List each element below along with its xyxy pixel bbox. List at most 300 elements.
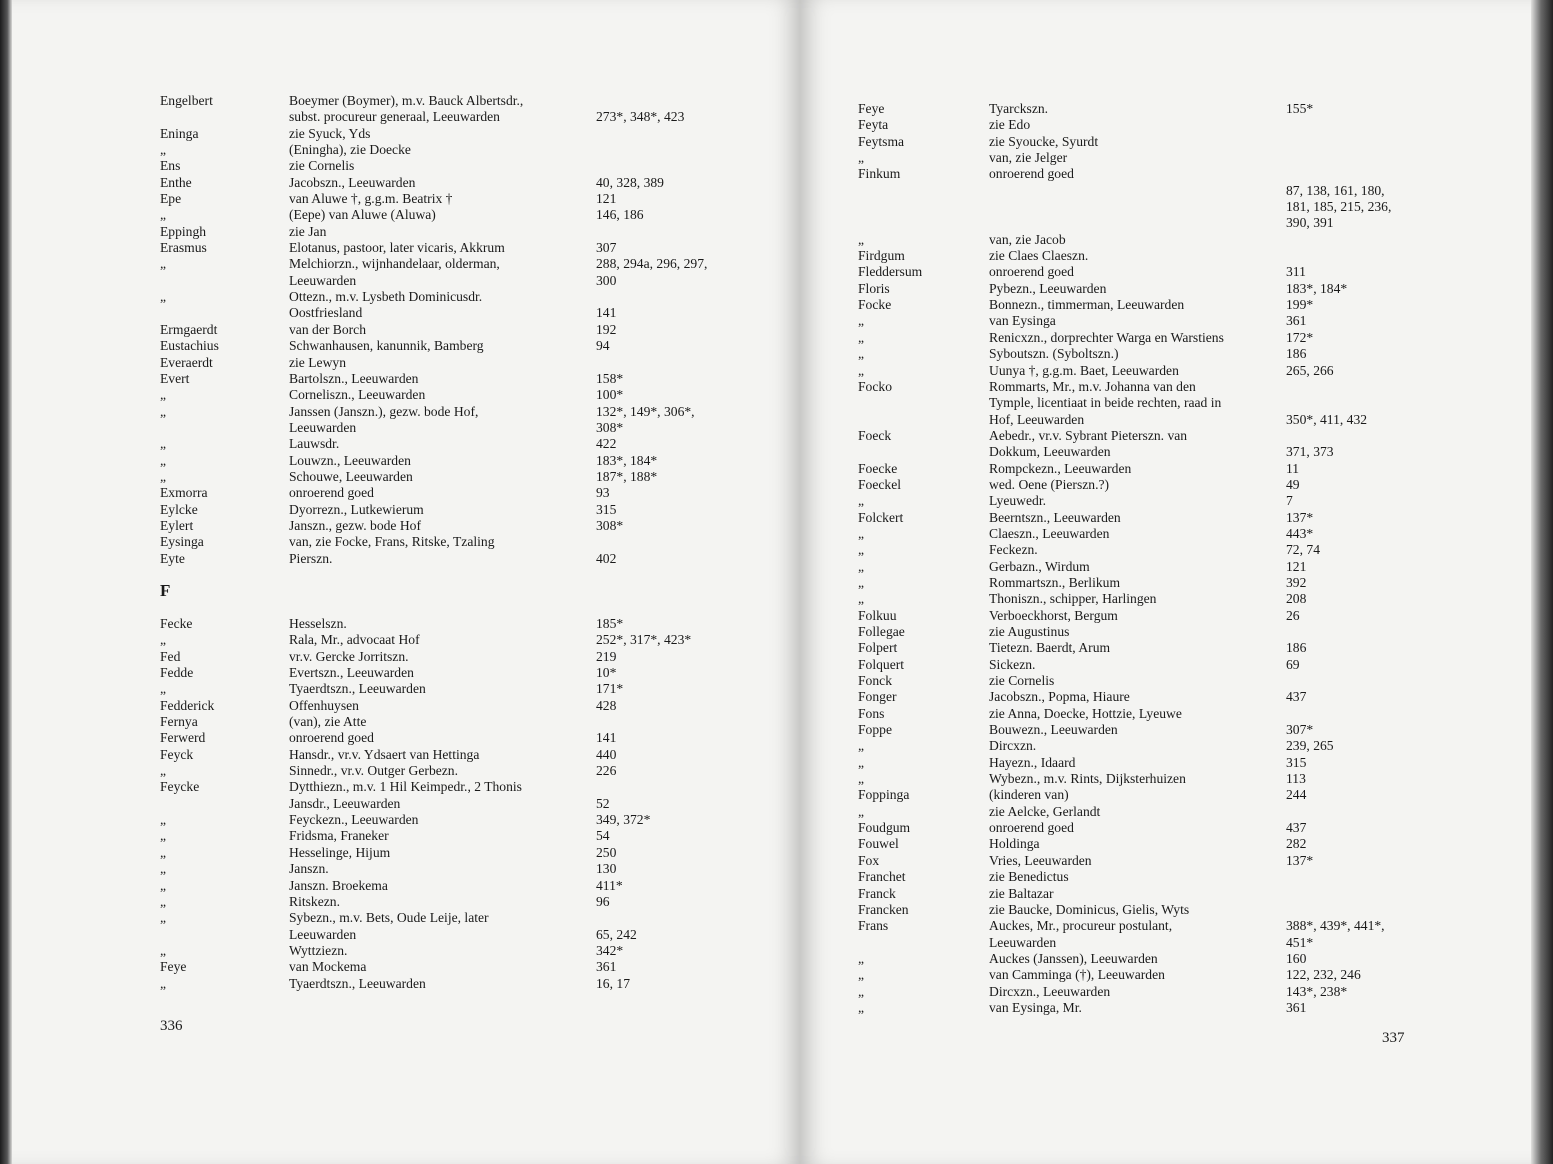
entry-description: zie Edo (989, 117, 1031, 133)
index-entry (160, 273, 780, 289)
entry-references: 239, 265 (1286, 738, 1334, 754)
index-entry (160, 730, 780, 746)
entry-name: „ (160, 942, 167, 958)
index-entry (858, 689, 1498, 705)
entry-name: Fonck (858, 673, 892, 689)
entry-name: Feytsma (858, 133, 905, 149)
index-entry (858, 215, 1498, 231)
page-number-right: 337 (1382, 1030, 1405, 1046)
entry-references: 349, 372* (596, 812, 651, 828)
entry-name: „ (858, 542, 865, 558)
entry-description: Fridsma, Franeker (289, 828, 389, 844)
entry-references: 186 (1286, 346, 1307, 362)
entry-name: Feye (160, 959, 187, 975)
blank-line (160, 600, 780, 616)
index-entry (858, 657, 1498, 673)
index-entry (160, 698, 780, 714)
index-entry (160, 632, 780, 648)
entry-references: 308* (596, 419, 624, 435)
entry-name: Foudgum (858, 820, 911, 836)
entry-description: Wybezn., m.v. Rints, Dijksterhuizen (989, 771, 1186, 787)
entry-description: Jacobszn., Popma, Hiaure (989, 689, 1130, 705)
index-entry (160, 404, 780, 420)
index-entry (858, 984, 1498, 1000)
entry-name: „ (858, 950, 865, 966)
index-entry (858, 166, 1498, 182)
entry-name: Ens (160, 158, 181, 174)
index-entry (160, 322, 780, 338)
entry-references: 87, 138, 161, 180, (1286, 182, 1385, 198)
entry-description: Rompckezn., Leeuwarden (989, 460, 1132, 476)
entry-references: 121 (596, 191, 617, 207)
index-entry (160, 845, 780, 861)
index-entry (858, 183, 1498, 199)
entry-description: Sickezn. (989, 656, 1036, 672)
entry-description: Feyckezn., Leeuwarden (289, 812, 419, 828)
entry-description: Schwanhausen, kanunnik, Bamberg (289, 338, 484, 354)
index-list-right (858, 101, 1498, 1016)
entry-name: „ (160, 763, 167, 779)
entry-description: (kinderen van) (989, 787, 1069, 803)
entry-description: Corneliszn., Leeuwarden (289, 387, 426, 403)
entry-name: „ (858, 525, 865, 541)
entry-description: Auckes (Janssen), Leeuwarden (989, 950, 1158, 966)
entry-name: „ (160, 812, 167, 828)
index-entry (858, 1000, 1498, 1016)
entry-references: 422 (596, 436, 617, 452)
index-entry (858, 624, 1498, 640)
entry-name: Eninga (160, 125, 199, 141)
entry-description: Tyaerdtszn., Leeuwarden (289, 681, 426, 697)
entry-references: 54 (596, 828, 610, 844)
entry-references: 361 (1286, 313, 1307, 329)
entry-description: Janszn. (289, 861, 329, 877)
entry-name: Epe (160, 191, 182, 207)
entry-description: Gerbazn., Wirdum (989, 558, 1090, 574)
entry-references: 192 (596, 321, 617, 337)
entry-name: Frans (858, 918, 889, 934)
entry-description: zie Cornelis (289, 158, 355, 174)
entry-description: van Eysinga, Mr. (989, 999, 1082, 1015)
index-entry (858, 738, 1498, 754)
entry-name: „ (858, 999, 865, 1015)
index-entry (858, 673, 1498, 689)
index-entry (160, 534, 780, 550)
index-entry (160, 355, 780, 371)
index-entry (160, 436, 780, 452)
entry-name: „ (160, 828, 167, 844)
blank-line (160, 567, 780, 583)
entry-references: 388*, 439*, 441*, (1286, 918, 1385, 934)
entry-references: 183*, 184* (596, 452, 658, 468)
entry-references: 52 (596, 795, 610, 811)
entry-references: 437 (1286, 820, 1307, 836)
entry-references: 308* (596, 517, 624, 533)
index-entry (160, 878, 780, 894)
entry-description: Sinnedr., vr.v. Outger Gerbezn. (289, 763, 458, 779)
entry-references: 26 (1286, 607, 1300, 623)
index-entry (160, 943, 780, 959)
index-entry (858, 150, 1498, 166)
index-entry (858, 444, 1498, 460)
index-entry (858, 101, 1498, 117)
entry-description: Lauwsdr. (289, 436, 340, 452)
entry-name: Francken (858, 901, 909, 917)
index-entry (160, 763, 780, 779)
index-entry (858, 771, 1498, 787)
entry-name: „ (160, 452, 167, 468)
entry-description: zie Jan (289, 223, 327, 239)
entry-description: Bartolszn., Leeuwarden (289, 370, 419, 386)
entry-references: 181, 185, 215, 236, (1286, 199, 1392, 215)
entry-name: Evert (160, 370, 190, 386)
entry-references: 273*, 348*, 423 (596, 109, 685, 125)
index-entry (160, 387, 780, 403)
entry-description: zie Anna, Doecke, Hottzie, Lyeuwe (989, 705, 1182, 721)
entry-references: 402 (596, 550, 617, 566)
index-entry (160, 616, 780, 632)
entry-references: 443* (1286, 525, 1314, 541)
index-entry (858, 575, 1498, 591)
index-entry (160, 109, 780, 125)
entry-references: 411* (596, 877, 623, 893)
index-entry (858, 853, 1498, 869)
index-entry (858, 248, 1498, 264)
entry-description: Tietezn. Baerdt, Arum (989, 640, 1111, 656)
entry-description: Hof, Leeuwarden (989, 411, 1085, 427)
index-entry (858, 461, 1498, 477)
entry-name: Eysinga (160, 534, 204, 550)
entry-references: 160 (1286, 950, 1307, 966)
entry-references: 282 (1286, 836, 1307, 852)
index-entry (160, 175, 780, 191)
index-entry (160, 812, 780, 828)
entry-name: Feye (858, 101, 885, 116)
entry-name: Floris (858, 280, 890, 296)
entry-name: „ (160, 975, 167, 991)
index-entry (858, 804, 1498, 820)
entry-name: Fonger (858, 689, 897, 705)
entry-name: „ (160, 861, 167, 877)
entry-description: zie Baucke, Dominicus, Gielis, Wyts (989, 901, 1190, 917)
index-entry (858, 363, 1498, 379)
entry-name: „ (858, 493, 865, 509)
index-entry (858, 313, 1498, 329)
entry-description: zie Benedictus (989, 869, 1069, 885)
entry-name: Feyta (858, 117, 889, 133)
index-entry (160, 828, 780, 844)
entry-description: Janszn. Broekema (289, 877, 388, 893)
entry-description: Rommartszn., Berlikum (989, 574, 1121, 590)
entry-references: 40, 328, 389 (596, 174, 664, 190)
index-entry (160, 338, 780, 354)
entry-description: Jacobszn., Leeuwarden (289, 174, 416, 190)
entry-references: 244 (1286, 787, 1307, 803)
entry-description: subst. procureur generaal, Leeuwarden (289, 109, 500, 125)
index-entry (858, 330, 1498, 346)
entry-name: „ (858, 574, 865, 590)
entry-name: „ (858, 329, 865, 345)
index-entry (858, 608, 1498, 624)
entry-references: 185* (596, 616, 624, 631)
entry-references: 49 (1286, 476, 1300, 492)
entry-references: 361 (1286, 999, 1307, 1015)
index-entry (858, 787, 1498, 803)
entry-name: Fedderick (160, 697, 215, 713)
index-entry (858, 836, 1498, 852)
entry-name: „ (858, 803, 865, 819)
index-entry (160, 289, 780, 305)
entry-references: 265, 266 (1286, 362, 1334, 378)
index-entry (160, 207, 780, 223)
entry-name: „ (858, 591, 865, 607)
entry-references: 219 (596, 648, 617, 664)
entry-description: Tymple, licentiaat in beide rechten, raad in (989, 395, 1222, 411)
entry-references: 315 (1286, 754, 1307, 770)
entry-references: 141 (596, 305, 617, 321)
entry-references: 146, 186 (596, 207, 644, 223)
entry-description: Claeszn., Leeuwarden (989, 525, 1110, 541)
entry-description: Renicxzn., dorprechter Warga en Warstiens (989, 329, 1224, 345)
entry-name: Fons (858, 705, 885, 721)
entry-description: Uunya †, g.g.m. Baet, Leeuwarden (989, 362, 1179, 378)
index-entry (858, 412, 1498, 428)
entry-description: Syboutszn. (Syboltszn.) (989, 346, 1119, 362)
entry-description: Lyeuwedr. (989, 493, 1047, 509)
entry-description: zie Baltazar (989, 885, 1054, 901)
entry-references: 350*, 411, 432 (1286, 411, 1368, 427)
entry-description: Pybezn., Leeuwarden (989, 280, 1107, 296)
index-entry (160, 779, 780, 795)
entry-name: Fouwel (858, 836, 899, 852)
index-entry (160, 796, 780, 812)
entry-name: Eustachius (160, 338, 219, 354)
entry-name: „ (858, 313, 865, 329)
entry-description: zie Lewyn (289, 354, 346, 370)
entry-description: Ottezn., m.v. Lysbeth Dominicusdr. (289, 289, 483, 305)
entry-references: 100* (596, 387, 624, 403)
entry-description: Sybezn., m.v. Bets, Oude Leije, later (289, 910, 489, 926)
index-entry (858, 722, 1498, 738)
entry-name: Enthe (160, 174, 192, 190)
entry-description: onroerend goed (989, 166, 1074, 182)
entry-references: 65, 242 (596, 926, 637, 942)
index-entry (160, 681, 780, 697)
index-entry (858, 428, 1498, 444)
entry-description: Tyaerdtszn., Leeuwarden (289, 975, 426, 991)
entry-description: Oostfriesland (289, 305, 363, 321)
entry-references: 392 (1286, 574, 1307, 590)
entry-name: Fedde (160, 665, 194, 681)
entry-description: (Eepe) van Aluwe (Aluwa) (289, 207, 436, 223)
entry-name: „ (160, 877, 167, 893)
entry-name: Foppinga (858, 787, 910, 803)
index-entry (858, 379, 1498, 395)
index-entry (160, 93, 780, 109)
entry-name: „ (160, 681, 167, 697)
index-entry (858, 935, 1498, 951)
index-entry (858, 559, 1498, 575)
entry-name: Eylcke (160, 501, 198, 517)
entry-name: Eylert (160, 517, 194, 533)
entry-description: Dircxzn. (989, 738, 1037, 754)
index-entry (858, 510, 1498, 526)
index-entry (160, 142, 780, 158)
entry-description: Hansdr., vr.v. Ydsaert van Hettinga (289, 746, 480, 762)
index-entry (858, 134, 1498, 150)
entry-description: Leeuwarden (289, 419, 357, 435)
entry-references: 186 (1286, 640, 1307, 656)
entry-references: 158* (596, 370, 624, 386)
index-entry (858, 199, 1498, 215)
entry-description: Boeymer (Boymer), m.v. Bauck Albertsdr., (289, 93, 524, 108)
entry-name: Erasmus (160, 240, 207, 256)
entry-description: Evertszn., Leeuwarden (289, 665, 414, 681)
entry-description: Melchiorzn., wijnhandelaar, olderman, (289, 256, 500, 272)
entry-description: (van), zie Atte (289, 714, 367, 730)
index-entry (858, 346, 1498, 362)
index-entry (858, 232, 1498, 248)
index-entry (858, 755, 1498, 771)
entry-references: 155* (1286, 101, 1314, 116)
entry-name: „ (858, 346, 865, 362)
entry-description: Vries, Leeuwarden (989, 852, 1092, 868)
entry-references: 252*, 317*, 423* (596, 632, 692, 648)
entry-name: „ (160, 910, 167, 926)
entry-description: van Eysinga (989, 313, 1056, 329)
section-heading: F (160, 581, 171, 601)
entry-name: Foppe (858, 722, 892, 738)
entry-description: Feckezn. (989, 542, 1038, 558)
index-entry (858, 902, 1498, 918)
index-entry (160, 485, 780, 501)
entry-references: 132*, 149*, 306*, (596, 403, 695, 419)
entry-description: Elotanus, pastoor, later vicaris, Akkrum (289, 240, 505, 256)
entry-name: Fed (160, 648, 181, 664)
entry-description: Rommarts, Mr., m.v. Johanna van den (989, 378, 1196, 394)
entry-description: Holdinga (989, 836, 1040, 852)
index-entry (160, 191, 780, 207)
entry-name: „ (858, 150, 865, 166)
entry-description: Bouwezn., Leeuwarden (989, 722, 1118, 738)
entry-name: Everaerdt (160, 354, 213, 370)
entry-name: Follegae (858, 624, 905, 639)
index-entry (858, 297, 1498, 313)
entry-name: Foecke (858, 460, 898, 476)
entry-description: van, zie Focke, Frans, Ritske, Tzaling (289, 534, 495, 550)
index-entry (160, 502, 780, 518)
entry-name: Engelbert (160, 93, 213, 108)
entry-description: Ritskezn. (289, 893, 340, 909)
index-entry (160, 551, 780, 567)
index-entry (858, 264, 1498, 280)
entry-references: 371, 373 (1286, 444, 1334, 460)
index-entry (858, 591, 1498, 607)
entry-description: Janszn., gezw. bode Hof (289, 517, 421, 533)
entry-description: Hayezn., Idaard (989, 754, 1076, 770)
book-edge-right (1531, 0, 1553, 1164)
entry-description: van Camminga (†), Leeuwarden (989, 967, 1165, 983)
entry-description: zie Claes Claeszn. (989, 248, 1089, 264)
entry-name: Foeckel (858, 476, 902, 492)
entry-references: 307 (596, 240, 617, 256)
index-entry (160, 469, 780, 485)
entry-references: 72, 74 (1286, 542, 1320, 558)
entry-name: Eyte (160, 550, 185, 566)
entry-description: Hesselinge, Hijum (289, 844, 391, 860)
entry-description: van der Borch (289, 321, 367, 337)
entry-description: Leeuwarden (989, 934, 1057, 950)
index-entry (160, 518, 780, 534)
entry-references: 440 (596, 746, 617, 762)
index-entry (160, 420, 780, 436)
entry-description: Rala, Mr., advocaat Hof (289, 632, 420, 648)
entry-name: Fecke (160, 616, 193, 631)
entry-name: Eppingh (160, 223, 207, 239)
entry-references: 288, 294a, 296, 297, (596, 256, 708, 272)
index-entry (160, 126, 780, 142)
index-entry (160, 910, 780, 926)
index-entry (858, 706, 1498, 722)
index-entry (858, 117, 1498, 133)
entry-name: Folquert (858, 656, 905, 672)
entry-references: 428 (596, 697, 617, 713)
entry-description: Tyarckszn. (989, 101, 1049, 116)
entry-name: Focke (858, 297, 892, 313)
entry-name: „ (160, 289, 167, 305)
entry-references: 16, 17 (596, 975, 630, 991)
entry-description: onroerend goed (289, 485, 374, 501)
entry-name: „ (160, 256, 167, 272)
entry-references: 113 (1286, 771, 1306, 787)
entry-description: Dytthiezn., m.v. 1 Hil Keimpedr., 2 Thonis (289, 779, 522, 795)
entry-name: Franck (858, 885, 896, 901)
entry-references: 141 (596, 730, 617, 746)
entry-references: 250 (596, 844, 617, 860)
index-entry (858, 493, 1498, 509)
entry-description: Schouwe, Leeuwarden (289, 468, 413, 484)
entry-name: Feycke (160, 779, 200, 795)
entry-references: 208 (1286, 591, 1307, 607)
index-entry (160, 665, 780, 681)
index-entry (858, 526, 1498, 542)
entry-name: „ (160, 403, 167, 419)
entry-description: Dokkum, Leeuwarden (989, 444, 1111, 460)
entry-description: zie Cornelis (989, 673, 1055, 689)
entry-name: „ (160, 436, 167, 452)
entry-description: van, zie Jelger (989, 150, 1068, 166)
entry-description: onroerend goed (989, 264, 1074, 280)
entry-references: 172* (1286, 329, 1314, 345)
entry-description: zie Augustinus (989, 624, 1070, 639)
entry-name: Foeck (858, 427, 892, 443)
entry-name: Folckert (858, 509, 904, 525)
entry-name: Feyck (160, 746, 194, 762)
entry-description: wed. Oene (Pierszn.?) (989, 476, 1110, 492)
entry-name: Finkum (858, 166, 901, 182)
entry-name: „ (160, 844, 167, 860)
index-entry (160, 976, 780, 992)
entry-description: zie Syuck, Yds (289, 125, 371, 141)
entry-name: Firdgum (858, 248, 905, 264)
entry-references: 121 (1286, 558, 1307, 574)
entry-name: „ (160, 893, 167, 909)
index-entry (160, 894, 780, 910)
entry-description: Offenhuysen (289, 697, 359, 713)
entry-name: „ (858, 362, 865, 378)
entry-references: 137* (1286, 852, 1314, 868)
index-entry (858, 542, 1498, 558)
